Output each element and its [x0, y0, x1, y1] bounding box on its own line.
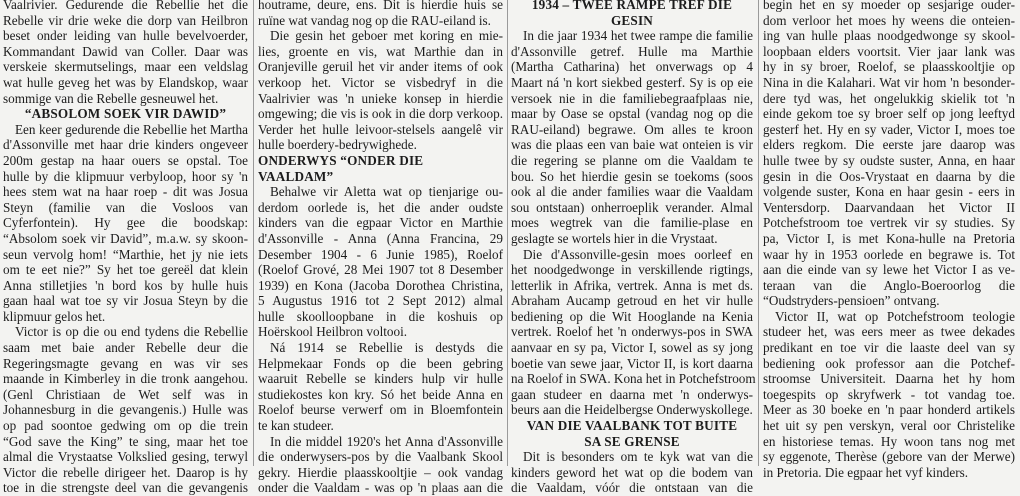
section-heading: GESIN: [610, 12, 654, 28]
text-line: (Martha Catharina) het onverwags op 4: [511, 59, 753, 75]
text-line: Vaalrivier was 'n unieke konsep in hierdie: [258, 90, 503, 106]
text-line: letterlik in Afrika, vertrek. Anna is met ds.: [511, 277, 753, 293]
text-line: versoek nie in die familiebegraafplaas nie,: [511, 90, 753, 106]
text-line: Abraham Aucamp getroud en het vir hulle: [511, 293, 753, 309]
text-line: Een keer gedurende die Rebellie het Martha: [15, 121, 248, 137]
section-heading: SA SE GRENSE: [584, 433, 680, 449]
text-line: elders regkom. Die eerste jare daarop was: [763, 137, 1015, 153]
column-rule: [507, 0, 508, 466]
text-line: studiekostes kon kry. Só het beide Anna en: [258, 386, 503, 402]
column-1: [3, 0, 248, 496]
text-line: beurs aan die Heidelbergse Onderwyskollege.: [511, 402, 753, 418]
text-line: Maart ná 'n kort siekbed gesterf. Sy is op eie: [511, 74, 753, 90]
text-line: te kan studeer.: [258, 418, 334, 434]
text-line: Hoërskool Heilbron voltooi.: [258, 324, 408, 340]
text-line: Oranjeville geruil het vir ander items of ook: [258, 59, 503, 75]
section-heading: “ABSOLOM SOEK VIR DAWID”: [24, 106, 227, 122]
text-line: lies, groente en vis, wat Marthie dan in: [258, 43, 503, 59]
text-line: Johannesburg in die gevangenis.) Hulle was: [3, 402, 248, 418]
text-line: hulle by die klipmuur verbyloop, hoor sy 'n: [3, 168, 248, 184]
col1-paragraph-1: [3, 0, 248, 496]
text-line: d'Assonville - Anna (Anna Francina, 29: [258, 230, 503, 246]
text-line: Vaalrivier. Gedurende die Rebellie het die: [3, 0, 248, 12]
text-line: die regering se planne om die Vaaldam te: [511, 152, 753, 168]
text-line: het uit sy pen verskyn, veral oor Christelike: [763, 418, 1015, 434]
text-line: (Roelof Grové, 28 Mei 1907 tot 8 Desember: [258, 262, 503, 278]
text-line: gekry. Hierdie plaasskooltjie – ook vandag: [258, 464, 503, 480]
text-line: Potchefstroom toe vertrek vir sy studies. Sy: [763, 215, 1015, 231]
text-line: toegespits op skryfwerk - tot vandag toe.: [763, 386, 1015, 402]
text-line: 5 Augustus 1916 tot 2 Sept 2012) almal: [258, 293, 503, 309]
text-line: Desember 1904 - 6 Junie 1985), Roelof: [258, 246, 503, 262]
text-line: volgende suster, Kona en haar gesin - eers in: [763, 184, 1015, 200]
text-line: na Roelof in SWA. Kona het in Potchefstroom: [511, 371, 756, 387]
text-line: aan die einde van sy lewe het Victor I as ve-: [763, 262, 1015, 278]
col3-paragraphs: [511, 0, 756, 496]
text-line: “Oudstryders-pensioen” ontvang.: [763, 293, 940, 309]
text-line: toe in die strengste deel van die gevangenis: [3, 480, 248, 496]
text-line: Verder het hulle leivoor-stelsels aangelê vir: [258, 121, 503, 137]
text-line: Behalwe vir Aletta wat op tienjarige ou-: [270, 184, 503, 200]
text-line: die onderwysers-pos by die Vaalbank Skool: [258, 449, 503, 465]
text-line: gesterf het. Hy en sy vader, Victor I, moes toe: [763, 121, 1015, 137]
text-line: om te eet nie?” Sy het toe gereël dat klein: [3, 262, 248, 278]
column-4: [763, 0, 1015, 480]
section-heading: VAALDAM”: [258, 168, 334, 184]
section-heading: 1934 – TWEE RAMPE TREF DIE: [531, 0, 733, 12]
text-line: ing van hulle plaas noodgedwonge sy skool-: [763, 28, 1015, 44]
text-line: Steyn (familie van die Vosloos van: [3, 199, 248, 215]
text-line: (Genl Christiaan de Wet self was in: [3, 386, 248, 402]
text-line: RAU-eiland) begrawe. Om alles te kroon: [511, 121, 753, 137]
section-heading: VAN DIE VAALBANK TOT BUITE: [526, 418, 738, 434]
text-line: stroomse Universiteit. Daarna het hy hom: [763, 371, 1015, 387]
text-line: die Vaaldam, vóór die ontstaan van die: [511, 480, 753, 496]
text-line: hees stem wat na haar roep - dit was Josua: [3, 184, 248, 200]
text-line: wat hulle geveg het was by Elandskop, waar: [3, 74, 248, 90]
text-line: loopbaan elders voortsit. Vier jaar lank was: [763, 43, 1015, 59]
text-line: Ná 1914 se Rebellie is destyds die: [270, 340, 503, 356]
text-line: vertrek. Roelof het 'n onderwys-pos in SWA: [511, 324, 753, 340]
text-line: gaan studeer en daarna met 'n onderwys-: [511, 386, 753, 402]
text-line: sommige van die Rebelle gesneuwel het.: [3, 90, 219, 106]
col2-paragraphs: [258, 0, 503, 496]
text-line: hulle boerdery-bedrywighede.: [258, 137, 417, 153]
text-line: moes wegtrek van die familie-plase en: [511, 215, 753, 231]
text-line: sou ontstaan) onherroeplik verander. Almal: [511, 199, 753, 215]
column-3: [511, 0, 756, 496]
text-line: almal die Vrystaatse Volkslied gesing, terwyl: [3, 449, 248, 465]
text-line: Dit is besonders om te kyk wat van die: [523, 449, 753, 465]
text-line: Victor die rebelle dirigeer het. Daarop is hy: [3, 464, 248, 480]
text-line: boetie van sewe jaar, Victor II, is kort daarna: [511, 355, 753, 371]
text-line: 200m gestap na haar ouers se opstal. Toe: [3, 152, 248, 168]
text-line: verkoop het. Victor se visbedryf in die: [258, 74, 503, 90]
text-line: dere tyd was, het ongelukkig skielik tot 'n: [763, 90, 1015, 106]
text-line: het noodgedwonge in verskillende rigtings,: [511, 262, 753, 278]
column-rule: [758, 0, 759, 466]
text-line: Meer as 30 boeke en 'n paar honderd artikels: [763, 402, 1015, 418]
text-line: hulle skoolloopbane in die koshuis op: [258, 308, 503, 324]
text-line: op pad soontoe gedwing om op die trein: [3, 418, 248, 434]
section-heading: ONDERWYS “ONDER DIE: [258, 152, 424, 168]
text-line: Ventersdorp. Daarvandaan het Victor II: [763, 199, 1015, 215]
text-line: aanvaar en sy pa, Victor I, sowel as sy jong: [511, 340, 753, 356]
text-line: waar hy in 1953 oorlede en begrawe is. Tot: [763, 246, 1015, 262]
text-line: was die plaas een van baie wat onteien is vir: [511, 137, 753, 153]
text-line: saam met baie ander Rebelle deur die: [3, 340, 248, 356]
column-rule: [253, 0, 254, 466]
text-line: seun vervolg hom! “Marthie, het jy nie iets: [3, 246, 248, 262]
text-line: omgewing; die vis is ook in die dorp verkoop.: [258, 106, 503, 122]
text-line: Die gesin het geboer met koring en mie-: [270, 28, 503, 44]
text-line: ruïne wat vandag nog op die RAU-eiland is.: [258, 12, 491, 28]
text-line: verskeie skermutselings, maar een veldslag: [3, 59, 248, 75]
text-line: “Absolom soek vir David”, m.a.w. sy skoon-: [3, 230, 248, 246]
text-line: bediening op die Wit Hooglande na Kenia: [511, 308, 753, 324]
text-line: geslagte se wortels hier in die Vrystaat.: [511, 230, 718, 246]
text-line: onder die Vaaldam - was op 'n plaas aan die: [258, 480, 503, 496]
text-line: maande in Kimberley in die tronk aangehou.: [3, 371, 248, 387]
text-line: in Pretoria. Die egpaar het vyf kinders.: [763, 464, 969, 480]
text-line: d'Assonville met haar drie kinders ongeveer: [3, 137, 248, 153]
text-line: Victor is op die ou end tydens die Rebellie: [15, 324, 248, 340]
text-line: Anna stilletjies 'n bord kos by hulle huis: [3, 277, 248, 293]
text-line: einde gekom toe sy broer self op jong leeftyd: [763, 106, 1015, 122]
text-line: maar by Oase se opstal (vandag nog op die: [511, 106, 753, 122]
text-line: In die middel 1920's het Anna d'Assonville: [270, 433, 503, 449]
text-line: dom verloor het moes hy weens die onteien-: [763, 12, 1015, 28]
text-line: houtrame, deure, ens. Dit is hierdie huis se: [258, 0, 503, 12]
text-line: gaan haal wat toe sy vir Josua Steyn by die: [3, 293, 248, 309]
text-line: en historiese temas. Hy woon tans nog met: [763, 433, 1015, 449]
text-line: bou. So het hierdie gesin se toekoms (soos: [511, 168, 753, 184]
text-line: teraan van die Anglo-Boeroorlog die: [763, 277, 1015, 293]
text-line: hy in sy broer, Roelof, se plaasskooltjie op: [763, 59, 1015, 75]
text-line: waaruit Rebelle se kinders hulp vir hulle: [258, 371, 503, 387]
text-line: Nina in die Kalahari. Wat vir hom 'n besonder-: [763, 74, 1015, 90]
text-line: begin het en sy moeder op sesjarige ouder-: [763, 0, 1015, 12]
text-line: Rebelle vir drie weke die dorp van Heilbron: [3, 12, 248, 28]
text-line: kinders geword het wat op die bodem van: [511, 464, 753, 480]
text-line: Victor II, wat op Potchefstroom teologie: [775, 308, 1015, 324]
text-line: studeer het, was eers meer as twee dekades: [763, 324, 1015, 340]
text-line: beset onder leiding van hulle bevelvoerder,: [3, 28, 248, 44]
text-line: hulle twee by sy oudste suster, Anna, en haar: [763, 152, 1015, 168]
text-line: gesin in die Oos-Vrystaat en daarna by die: [763, 168, 1015, 184]
text-line: Cyferfontein). Hy gee die boodskap:: [3, 215, 248, 231]
text-line: ook al die ander families waar die Vaaldam: [511, 184, 753, 200]
col4-paragraphs: [763, 0, 1015, 480]
text-line: “God save the King” te sing, maar het toe: [3, 433, 248, 449]
text-line: pa, Victor I, is met Kona-hulle na Pretoria: [763, 230, 1015, 246]
text-line: Regeringsmagte gevang en was vir ses: [3, 355, 248, 371]
text-line: bediening ook professor aan die Potchef-: [763, 355, 1015, 371]
text-line: derdom oorlede is, het die ander oudste: [258, 199, 503, 215]
text-line: Helpmekaar Fonds op die been gebring: [258, 355, 503, 371]
text-line: klipmuur gelos het.: [3, 308, 106, 324]
text-line: predikant en toe vir die laaste deel van sy: [763, 340, 1015, 356]
text-line: In die jaar 1934 het twee rampe die familie: [523, 28, 753, 44]
text-line: Die d'Assonville-gesin moes oorleef en: [523, 246, 753, 262]
text-line: d'Assonville getref. Hulle ma Marthie: [511, 43, 753, 59]
text-line: sy eggenote, Therèse (gebore van der Merwe): [763, 449, 1015, 465]
text-line: kinders van die egpaar Victor en Marthie: [258, 215, 503, 231]
text-line: Kommandant Dawid van Coller. Daar was: [3, 43, 248, 59]
text-line: Roelof beurse verwerf om in Bloemfontein: [258, 402, 503, 418]
text-line: 1939) en Kona (Jacoba Dorothea Christina,: [258, 277, 503, 293]
column-2: [258, 0, 503, 496]
